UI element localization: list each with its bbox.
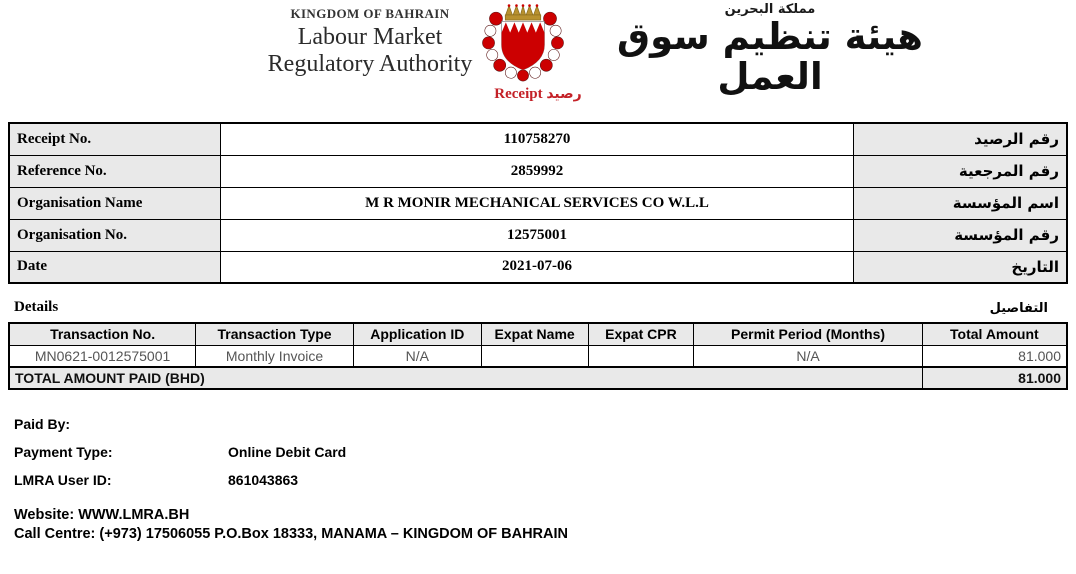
receipt-info-table [8, 122, 1068, 284]
reference-no-value: 2859992 [221, 155, 854, 187]
total-amount-cell: 81.000 [922, 345, 1067, 367]
total-paid-value: 81.000 [922, 367, 1067, 389]
total-row [9, 367, 1067, 389]
receipt-no-value: 110758270 [221, 123, 854, 155]
application-id-cell: N/A [353, 345, 481, 367]
authority-name-line2: Regulatory Authority [267, 51, 473, 77]
transaction-row [9, 345, 1067, 367]
expat-name-cell [481, 345, 588, 367]
table-row [9, 155, 1067, 187]
payment-type-row [14, 444, 1076, 460]
table-row [9, 219, 1067, 251]
kingdom-of-bahrain-arabic-label: مملكة البحرين [724, 2, 816, 17]
col-transaction-type: Transaction Type [196, 323, 354, 345]
receipt-footer [14, 506, 1076, 544]
table-row [9, 123, 1067, 155]
receipt-no-label-arabic: رقم الرصيد [853, 123, 1067, 155]
reference-no-label: Reference No. [9, 155, 221, 187]
details-title: Details [14, 299, 59, 315]
col-total-amount: Total Amount [922, 323, 1067, 345]
receipt-no-label: Receipt No. [9, 123, 221, 155]
details-heading [8, 299, 1068, 316]
organisation-name-value: M R MONIR MECHANICAL SERVICES CO W.L.L [221, 187, 854, 219]
call-centre-line: Call Centre: (+973) 17506055 P.O.Box 18333, MANAMA – KINGDOM OF BAHRAIN [14, 526, 568, 542]
organisation-name-label: Organisation Name [9, 187, 221, 219]
receipt-title-arabic: رصيد [546, 86, 582, 102]
date-value: 2021-07-06 [221, 251, 854, 283]
col-expat-cpr: Expat CPR [588, 323, 694, 345]
authority-name-english [250, 6, 490, 76]
total-paid-label: TOTAL AMOUNT PAID (BHD) [9, 367, 922, 389]
col-application-id: Application ID [353, 323, 481, 345]
reference-no-label-arabic: رقم المرجعية [853, 155, 1067, 187]
paid-by-row [14, 416, 1076, 432]
authority-name-line1: Labour Market [297, 24, 443, 50]
paid-by-label: Paid By: [14, 416, 71, 432]
expat-cpr-cell [588, 345, 694, 367]
date-label: Date [9, 251, 221, 283]
col-expat-name: Expat Name [481, 323, 588, 345]
payment-section [14, 416, 1076, 488]
payment-type-value: Online Debit Card [228, 444, 347, 460]
lmra-user-id-label: LMRA User ID: [14, 472, 112, 488]
organisation-no-value: 12575001 [221, 219, 854, 251]
receipt-title [0, 86, 1076, 103]
authority-arabic-calligraphy: هيئة تنظيم سوق العمل [617, 15, 923, 98]
date-label-arabic: التاريخ [853, 251, 1067, 283]
transactions-table [8, 322, 1068, 390]
organisation-no-label-arabic: رقم المؤسسة [853, 219, 1067, 251]
payment-type-label: Payment Type: [14, 444, 113, 460]
organisation-name-label-arabic: اسم المؤسسة [853, 187, 1067, 219]
receipt-title-english: Receipt [494, 86, 543, 102]
lmra-user-id-row [14, 472, 1076, 488]
kingdom-of-bahrain-label: KINGDOM OF BAHRAIN [290, 6, 450, 21]
receipt-header [0, 0, 1076, 108]
transaction-no-cell: MN0621-0012575001 [9, 345, 196, 367]
table-row [9, 187, 1067, 219]
table-row [9, 251, 1067, 283]
col-permit-period: Permit Period (Months) [694, 323, 922, 345]
col-transaction-no: Transaction No. [9, 323, 196, 345]
permit-period-cell: N/A [694, 345, 922, 367]
crown-icon [505, 4, 540, 20]
authority-name-arabic [560, 2, 980, 97]
organisation-no-label: Organisation No. [9, 219, 221, 251]
lmra-user-id-value: 861043863 [228, 472, 299, 488]
website-line: Website: WWW.LMRA.BH [14, 507, 190, 523]
transaction-type-cell: Monthly Invoice [196, 345, 354, 367]
details-title-arabic: التفاصيل [989, 301, 1048, 316]
table-header-row [9, 323, 1067, 345]
